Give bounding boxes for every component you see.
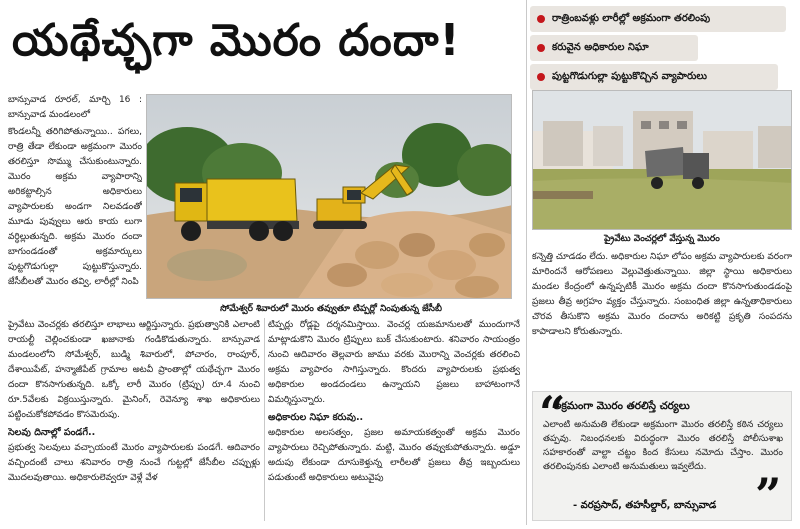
- headline: యథేచ్ఛగా మొరం దందా!: [12, 15, 461, 66]
- side-bullet-2: [530, 35, 698, 61]
- dateline: బాన్సువాడ రూరల్, మార్చి 16 : బాన్సువాడ మండలంలో: [8, 95, 142, 120]
- subhead-no-surveillance: అధికారుల నిఘా కరువు..: [268, 412, 364, 423]
- article-paragraph-6: కన్నెత్తి చూడడం లేదు. అధికారుల నిఘా లోపం అక్రమ వ్యాపారులకు వరంగా మారిందనే ఆరోపణలు వెల్లువెత్తుతున్నాయి. జిల్లా స్థాయి అధికారులు మండల కేంద్రంలో ఉన్నప్పటికీ మొరం అక్రమ దందా కొనసాగుతుండడంపై ప్రజలు తీవ్ర అగ్రహం వ్యక్తం చేస్తున్నారు. సంబంధిత జిల్లా ఉన్నతాధికారులు చొరవ తీసుకొని అక్రమ మొరం దందాను అరికట్టి ప్రకృతి సంపదను కాపాడాలని కోరుతున్నారు.: [532, 252, 792, 337]
- side-bullet-3-text: పుట్టగొడుగుల్లా పుట్టుకొచ్చిన వ్యాపారులు: [552, 71, 707, 82]
- article-column-2: [8, 318, 260, 523]
- close-quote-icon: ”: [755, 468, 782, 522]
- quarry-scene-image: [147, 95, 512, 299]
- side-bullet-2-text: కరువైన అధికారుల నిఘా: [552, 42, 649, 53]
- article-paragraph-1: కొండలన్నీ తరిగిపోతున్నాయి.. పగలు, రాత్రి తేడా లేకుండా అక్రమంగా మొరం తరలిస్తూ సొమ్ము చేసుకుంటున్నారు. మొరం అక్రమ వ్యాపారాన్ని అరికట్టాల్సిన అధికారులు వ్యాపారులకు అండగా నిలవడంతో మూడు పువ్వులు ఆరు కాయ లుగా వర్ధిల్లుతున్నది. అక్రమ మొరం దందా బాగుండడంతో అక్రమార్కులు పుట్టగొడుగుల్లా పుట్టుకొస్తున్నారు. జేసీబీలతో మొరం తవ్వి, లారీల్లో నింపి: [8, 127, 142, 287]
- column-divider: [264, 318, 265, 521]
- side-bullet-3: [530, 64, 778, 90]
- quote-body: ఎలాంటి అనుమతి లేకుండా అక్రమంగా మొరం తరలిస్తే కఠిన చర్యలు తప్పవు. నిబంధనలకు విరుద్ధంగా మొరం తరలిస్తే పోలీసుశాఖ సహకారంతో వాల్టా చట్టం కింద కేసులు నమోదు చేస్తాం. మొరం తరలింపునకు ఎలాంటి అనుమతులు ఇవ్వలేదు.: [543, 420, 783, 472]
- article-paragraph-5: అధికారుల అలసత్వం, ప్రజల అమాయకత్వంతో అక్రమ మొరం వ్యాపారులు రెచ్చిపోతున్నారు. మట్టి, మొరం తవ్వుకుపోతున్నారు. అడ్డూ అదుపు లేకుండా దూసుకెళ్తున్న లారీలతో ప్రజలు తీవ్ర ఇబ్బందులు పడుతుంటే అధికారులు అటువైపు: [268, 428, 520, 483]
- bullet-dot-icon: [537, 73, 545, 81]
- article-column-1: [8, 93, 142, 303]
- main-photo: [146, 94, 512, 299]
- venture-plot-image: [533, 91, 792, 230]
- article-paragraph-3: ప్రభుత్వ సెలవులు వచ్చాయంటే మొరం వ్యాపారులకు పండగే. ఆదివారం వచ్చిందంటే చాలు శనివారం రాత్రి నుంచే గుట్టల్లో జేసీబీల చప్పుళ్లు మొదలవుతాయి. అధికారులెవ్వరూ వెళ్లే వేళ: [8, 443, 260, 483]
- side-bullet-1-text: రాత్రింబవళ్లు లారీల్లో అక్రమంగా తరలింపు: [552, 13, 711, 24]
- article-paragraph-4: టిప్పర్లు రోడ్లపై దర్శనమిస్తాయి. వెంచర్ల యజమానులతో ముందుగానే మాట్లాడుకొని మొరం ట్రిప్పులు బుక్ చేసుకుంటారు. శనివారం సాయంత్రం నుంచి ఆదివారం తెల్లవారు జాము వరకు మొరాన్ని వెంచర్లకు తరలించి అక్రమ వ్యాపారం సాగిస్తున్నారు. కొందరు వ్యాపారులకు ప్రభుత్వ అధికారుల అండదండలు ఉన్నాయని ప్రజలు బాహాటంగానే విమర్శిస్తున్నారు.: [268, 320, 520, 405]
- bullet-dot-icon: [537, 44, 545, 52]
- article-column-3: [268, 318, 520, 523]
- open-quote-icon: “: [539, 386, 566, 440]
- official-quote-box: [532, 386, 792, 522]
- subhead-holidays: సెలవు దినాల్లో పండగే..: [8, 427, 96, 438]
- quote-title: అక్రమంగా మొరం తరలిస్తే చర్యలు: [553, 400, 690, 412]
- side-photo-caption: ప్రైవేటు వెంచర్లలో వేస్తున్న మొరం: [560, 232, 764, 246]
- bullet-dot-icon: [537, 15, 545, 23]
- side-bullet-1: [530, 6, 786, 32]
- article-column-4: [532, 250, 792, 385]
- section-divider: [526, 0, 527, 525]
- quote-author: - వరప్రసాద్, తహసీల్దార్, బాన్సువాడ: [573, 500, 717, 511]
- main-photo-caption: సోమేశ్వర్ శివారులో మొరం తవ్వుతూ టిప్పర్లో నింపుతున్న జేసీబీ: [162, 302, 500, 316]
- side-photo: [532, 90, 792, 230]
- article-paragraph-2: ప్రైవేటు వెంచర్లకు తరలిస్తూ లాభాలు ఆర్జిస్తున్నారు. ప్రభుత్వానికి ఎలాంటి రాయల్టీ చెల్లించకుండా ఖజానాకు గండికొడుతున్నారు. బాన్సువాడ మండలంలోని సోమేశ్వర్, బుడ్మి శివారులో, పోచారం, రాంపూర్, దేశాయిపేట్, హన్మాజీపేట్ గ్రామాల అటవీ ప్రాంతాల్లో యథేచ్ఛగా మొరం దందా కొనసాగుతున్నది. ఒక్కో లారీ మొరం (ట్రిప్పు) రూ.4 నుంచి రూ.5వేలకు విక్రయిస్తున్నారు. మైనింగ్, రెవెన్యూ శాఖ అధికారులు పట్టించుకోకపోవడం కొసమెరుపు.: [8, 320, 260, 420]
